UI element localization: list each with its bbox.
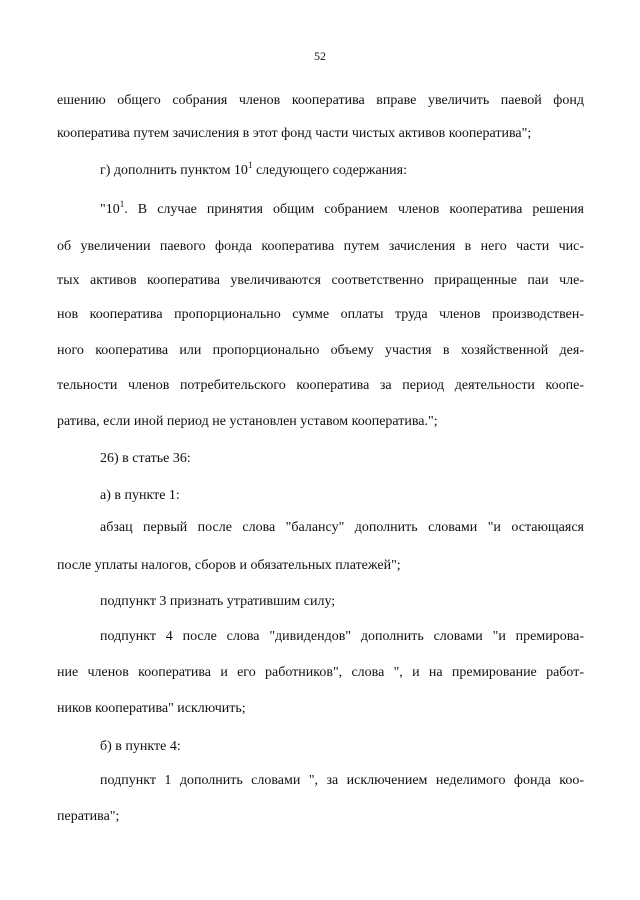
text-line bbox=[100, 201, 584, 219]
text-line: подпункт 4 после слова "дивидендов" дополнить словами "и премирова- bbox=[100, 629, 584, 644]
text-line: б) в пункте 4: bbox=[100, 739, 181, 754]
text-line: а) в пункте 1: bbox=[100, 488, 180, 503]
text-line: об увеличении паевого фонда кооператива путем зачисления в него части чис- bbox=[57, 239, 584, 254]
text-line: кооператива путем зачисления в этот фонд части чистых активов кооператива"; bbox=[57, 126, 532, 141]
text-line: ператива"; bbox=[57, 809, 120, 824]
text-fragment: следующего содержания: bbox=[252, 163, 407, 178]
text-fragment: "10 bbox=[100, 202, 120, 217]
superscript: 1 bbox=[247, 160, 253, 170]
text-line: нов кооператива пропорционально сумме оплаты труда членов производствен- bbox=[57, 307, 584, 322]
text-line: ешению общего собрания членов кооператива вправе увеличить паевой фонд bbox=[57, 93, 584, 108]
text-line bbox=[100, 162, 407, 180]
text-line: ного кооператива или пропорционально объему участия в хозяйственной дея- bbox=[57, 343, 584, 358]
text-line: подпункт 3 признать утратившим силу; bbox=[100, 594, 336, 609]
text-line: после уплаты налогов, сборов и обязательных платежей"; bbox=[57, 558, 401, 573]
text-line: 26) в статье 36: bbox=[100, 451, 191, 466]
page-number: 52 bbox=[314, 49, 326, 63]
text-line: тых активов кооператива увеличиваются соответственно приращенные паи чле- bbox=[57, 273, 584, 288]
text-line: абзац первый после слова "балансу" дополнить словами "и остающаяся bbox=[100, 520, 584, 535]
text-line: ние членов кооператива и его работников", слова ", и на премирование работ- bbox=[57, 665, 584, 680]
superscript: 1 bbox=[119, 199, 125, 209]
text-line: ников кооператива" исключить; bbox=[57, 701, 246, 716]
text-line: тельности членов потребительского кооператива за период деятельности коопе- bbox=[57, 378, 584, 393]
text-line: подпункт 1 дополнить словами ", за исключением неделимого фонда коо- bbox=[100, 773, 584, 788]
text-fragment: г) дополнить пунктом 10 bbox=[100, 163, 248, 178]
text-fragment: . В случае принятия общим собранием членов кооператива решения bbox=[124, 202, 584, 217]
text-line: ратива, если иной период не установлен уставом кооператива."; bbox=[57, 414, 438, 429]
